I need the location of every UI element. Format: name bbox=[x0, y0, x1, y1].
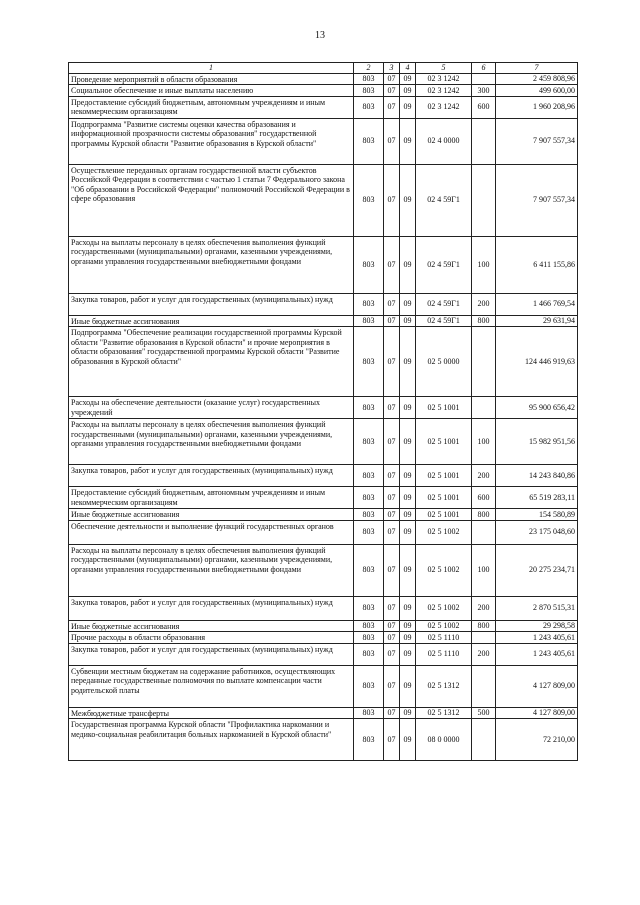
table-row bbox=[69, 73, 578, 85]
row-c5-cell: 02 5 1002 bbox=[416, 620, 472, 632]
row-c6-cell bbox=[472, 164, 496, 236]
page-number: 13 bbox=[315, 30, 325, 41]
row-name-cell: Осуществление переданных органам государственной власти субъектов Российской Федерации в соответствии с частью 1 статьи 7 Федерального закона "Об образовании в Российской Федерации" полномочий Российской Федерации в сфере образования bbox=[69, 164, 354, 236]
row-name-cell: Иные бюджетные ассигнования bbox=[69, 315, 354, 327]
row-c6-cell: 800 bbox=[472, 509, 496, 521]
row-c2-cell: 803 bbox=[354, 643, 384, 665]
row-c7-cell: 7 907 557,34 bbox=[496, 164, 578, 236]
row-c2-cell: 803 bbox=[354, 719, 384, 761]
row-c3-cell: 07 bbox=[384, 315, 400, 327]
row-c3-cell: 07 bbox=[384, 419, 400, 465]
row-name-cell: Прочие расходы в области образования bbox=[69, 632, 354, 644]
row-c2-cell: 803 bbox=[354, 465, 384, 487]
row-c3-cell: 07 bbox=[384, 465, 400, 487]
column-number: 6 bbox=[472, 63, 496, 74]
row-c4-cell: 09 bbox=[400, 118, 416, 164]
row-c5-cell: 02 5 1312 bbox=[416, 665, 472, 707]
row-c5-cell: 08 0 0000 bbox=[416, 719, 472, 761]
row-c6-cell: 200 bbox=[472, 596, 496, 620]
row-name-cell: Подпрограмма "Обеспечение реализации государственной программы Курской области "Развитие образования в Курской области" и прочие мероприятия в области образования" государственной программы Курской области "Развитие образования в Курской области" bbox=[69, 327, 354, 397]
row-c2-cell: 803 bbox=[354, 509, 384, 521]
row-c7-cell: 154 580,89 bbox=[496, 509, 578, 521]
row-c7-cell: 499 600,00 bbox=[496, 85, 578, 97]
row-c4-cell: 09 bbox=[400, 236, 416, 293]
row-c4-cell: 09 bbox=[400, 643, 416, 665]
row-name-cell: Расходы на выплаты персоналу в целях обеспечения выполнения функций государственными (муниципальными) органами, казенными учреждениями, органами управления государственными внебюджетными фондами bbox=[69, 236, 354, 293]
row-c7-cell: 2 459 808,96 bbox=[496, 73, 578, 85]
table-row bbox=[69, 397, 578, 419]
row-c6-cell bbox=[472, 397, 496, 419]
table-row bbox=[69, 293, 578, 315]
row-name-cell: Социальное обеспечение и иные выплаты населению bbox=[69, 85, 354, 97]
row-c6-cell bbox=[472, 520, 496, 544]
column-number: 3 bbox=[384, 63, 400, 74]
row-c5-cell: 02 5 1002 bbox=[416, 544, 472, 596]
row-name-cell: Межбюджетные трансферты bbox=[69, 707, 354, 719]
row-c5-cell: 02 4 59Г1 bbox=[416, 164, 472, 236]
row-c3-cell: 07 bbox=[384, 596, 400, 620]
row-name-cell: Расходы на выплаты персоналу в целях обеспечения выполнения функций государственными (муниципальными) органами, казенными учреждениями, органами управления государственными внебюджетными фондами bbox=[69, 419, 354, 465]
table-row bbox=[69, 96, 578, 118]
table-row bbox=[69, 164, 578, 236]
row-name-cell: Предоставление субсидий бюджетным, автономным учреждениям и иным некоммерческим организациям bbox=[69, 96, 354, 118]
row-c2-cell: 803 bbox=[354, 96, 384, 118]
table-row bbox=[69, 465, 578, 487]
row-c5-cell: 02 4 0000 bbox=[416, 118, 472, 164]
row-c3-cell: 07 bbox=[384, 487, 400, 509]
row-c3-cell: 07 bbox=[384, 96, 400, 118]
row-c6-cell: 200 bbox=[472, 293, 496, 315]
row-c3-cell: 07 bbox=[384, 665, 400, 707]
row-c2-cell: 803 bbox=[354, 327, 384, 397]
row-c5-cell: 02 5 1110 bbox=[416, 632, 472, 644]
row-name-cell: Закупка товаров, работ и услуг для государственных (муниципальных) нужд bbox=[69, 596, 354, 620]
table-row bbox=[69, 327, 578, 397]
row-c4-cell: 09 bbox=[400, 465, 416, 487]
row-c6-cell: 600 bbox=[472, 96, 496, 118]
row-c2-cell: 803 bbox=[354, 293, 384, 315]
row-c4-cell: 09 bbox=[400, 397, 416, 419]
row-c5-cell: 02 5 0000 bbox=[416, 327, 472, 397]
row-c7-cell: 1 960 208,96 bbox=[496, 96, 578, 118]
row-c4-cell: 09 bbox=[400, 665, 416, 707]
row-c4-cell: 09 bbox=[400, 315, 416, 327]
row-c6-cell: 600 bbox=[472, 487, 496, 509]
row-c4-cell: 09 bbox=[400, 596, 416, 620]
row-name-cell: Государственная программа Курской области "Профилактика наркомании и медико-социальная реабилитация больных наркоманией в Курской области" bbox=[69, 719, 354, 761]
row-c7-cell: 72 210,00 bbox=[496, 719, 578, 761]
table-row bbox=[69, 643, 578, 665]
row-c4-cell: 09 bbox=[400, 96, 416, 118]
row-c3-cell: 07 bbox=[384, 73, 400, 85]
row-name-cell: Закупка товаров, работ и услуг для государственных (муниципальных) нужд bbox=[69, 643, 354, 665]
row-c4-cell: 09 bbox=[400, 719, 416, 761]
row-c2-cell: 803 bbox=[354, 620, 384, 632]
table-row bbox=[69, 520, 578, 544]
row-c5-cell: 02 5 1001 bbox=[416, 509, 472, 521]
row-c2-cell: 803 bbox=[354, 596, 384, 620]
table-row bbox=[69, 596, 578, 620]
row-c6-cell: 100 bbox=[472, 419, 496, 465]
row-c3-cell: 07 bbox=[384, 85, 400, 97]
row-c6-cell bbox=[472, 719, 496, 761]
table-body bbox=[69, 73, 578, 761]
row-c5-cell: 02 4 59Г1 bbox=[416, 315, 472, 327]
row-c5-cell: 02 4 59Г1 bbox=[416, 236, 472, 293]
row-c2-cell: 803 bbox=[354, 236, 384, 293]
row-c7-cell: 4 127 809,00 bbox=[496, 665, 578, 707]
row-c4-cell: 09 bbox=[400, 632, 416, 644]
row-c6-cell bbox=[472, 73, 496, 85]
row-c4-cell: 09 bbox=[400, 419, 416, 465]
row-c3-cell: 07 bbox=[384, 707, 400, 719]
row-c5-cell: 02 3 1242 bbox=[416, 73, 472, 85]
column-number: 5 bbox=[416, 63, 472, 74]
row-c3-cell: 07 bbox=[384, 327, 400, 397]
row-c5-cell: 02 5 1312 bbox=[416, 707, 472, 719]
row-c2-cell: 803 bbox=[354, 419, 384, 465]
row-name-cell: Закупка товаров, работ и услуг для государственных (муниципальных) нужд bbox=[69, 293, 354, 315]
row-c3-cell: 07 bbox=[384, 118, 400, 164]
row-c7-cell: 65 519 283,11 bbox=[496, 487, 578, 509]
row-c2-cell: 803 bbox=[354, 73, 384, 85]
row-c7-cell: 15 982 951,56 bbox=[496, 419, 578, 465]
row-c5-cell: 02 3 1242 bbox=[416, 96, 472, 118]
row-c6-cell: 800 bbox=[472, 620, 496, 632]
row-c4-cell: 09 bbox=[400, 293, 416, 315]
row-c5-cell: 02 5 1002 bbox=[416, 520, 472, 544]
row-c4-cell: 09 bbox=[400, 520, 416, 544]
row-c7-cell: 1 466 769,54 bbox=[496, 293, 578, 315]
row-c2-cell: 803 bbox=[354, 397, 384, 419]
row-c6-cell: 200 bbox=[472, 643, 496, 665]
row-c2-cell: 803 bbox=[354, 487, 384, 509]
row-c7-cell: 29 298,58 bbox=[496, 620, 578, 632]
row-c3-cell: 07 bbox=[384, 164, 400, 236]
row-c6-cell: 100 bbox=[472, 544, 496, 596]
row-c4-cell: 09 bbox=[400, 85, 416, 97]
row-c5-cell: 02 5 1001 bbox=[416, 465, 472, 487]
row-c7-cell: 23 175 048,60 bbox=[496, 520, 578, 544]
row-c4-cell: 09 bbox=[400, 487, 416, 509]
row-c5-cell: 02 5 1001 bbox=[416, 487, 472, 509]
row-c4-cell: 09 bbox=[400, 327, 416, 397]
row-c7-cell: 14 243 840,86 bbox=[496, 465, 578, 487]
row-c6-cell bbox=[472, 327, 496, 397]
budget-table bbox=[68, 62, 578, 761]
table-row bbox=[69, 620, 578, 632]
row-name-cell: Иные бюджетные ассигнования bbox=[69, 620, 354, 632]
table-row bbox=[69, 85, 578, 97]
row-c7-cell: 7 907 557,34 bbox=[496, 118, 578, 164]
row-c4-cell: 09 bbox=[400, 509, 416, 521]
row-c3-cell: 07 bbox=[384, 236, 400, 293]
row-c7-cell: 6 411 155,86 bbox=[496, 236, 578, 293]
table-row bbox=[69, 236, 578, 293]
row-c2-cell: 803 bbox=[354, 315, 384, 327]
row-c2-cell: 803 bbox=[354, 632, 384, 644]
row-c6-cell bbox=[472, 632, 496, 644]
row-name-cell: Обеспечение деятельности и выполнение функций государственных органов bbox=[69, 520, 354, 544]
row-c7-cell: 95 900 656,42 bbox=[496, 397, 578, 419]
row-c2-cell: 803 bbox=[354, 707, 384, 719]
row-c7-cell: 1 243 405,61 bbox=[496, 632, 578, 644]
row-name-cell: Расходы на обеспечение деятельности (оказание услуг) государственных учреждений bbox=[69, 397, 354, 419]
row-name-cell: Проведение мероприятий в области образования bbox=[69, 73, 354, 85]
row-c3-cell: 07 bbox=[384, 397, 400, 419]
row-c4-cell: 09 bbox=[400, 620, 416, 632]
row-name-cell: Иные бюджетные ассигнования bbox=[69, 509, 354, 521]
row-name-cell: Предоставление субсидий бюджетным, автономным учреждениям и иным некоммерческим организациям bbox=[69, 487, 354, 509]
row-c6-cell: 100 bbox=[472, 236, 496, 293]
table-row bbox=[69, 632, 578, 644]
table-row bbox=[69, 509, 578, 521]
row-c7-cell: 29 631,94 bbox=[496, 315, 578, 327]
row-c2-cell: 803 bbox=[354, 164, 384, 236]
row-c3-cell: 07 bbox=[384, 509, 400, 521]
row-c7-cell: 4 127 809,00 bbox=[496, 707, 578, 719]
column-number: 2 bbox=[354, 63, 384, 74]
column-number: 1 bbox=[69, 63, 354, 74]
row-c4-cell: 09 bbox=[400, 73, 416, 85]
row-c2-cell: 803 bbox=[354, 544, 384, 596]
row-c7-cell: 124 446 919,63 bbox=[496, 327, 578, 397]
row-c6-cell: 300 bbox=[472, 85, 496, 97]
row-c3-cell: 07 bbox=[384, 293, 400, 315]
table-row bbox=[69, 707, 578, 719]
row-c5-cell: 02 4 59Г1 bbox=[416, 293, 472, 315]
row-name-cell: Подпрограмма "Развитие системы оценки качества образования и информационной прозрачности системы образования" государственной программы Курской области "Развитие образования в Курской области" bbox=[69, 118, 354, 164]
table-row bbox=[69, 419, 578, 465]
row-c3-cell: 07 bbox=[384, 719, 400, 761]
row-c6-cell: 200 bbox=[472, 465, 496, 487]
row-c4-cell: 09 bbox=[400, 544, 416, 596]
table-row bbox=[69, 719, 578, 761]
row-c5-cell: 02 5 1110 bbox=[416, 643, 472, 665]
column-number: 7 bbox=[496, 63, 578, 74]
row-c6-cell bbox=[472, 118, 496, 164]
row-c5-cell: 02 5 1001 bbox=[416, 397, 472, 419]
row-c2-cell: 803 bbox=[354, 520, 384, 544]
table-row bbox=[69, 665, 578, 707]
row-c2-cell: 803 bbox=[354, 118, 384, 164]
row-c4-cell: 09 bbox=[400, 164, 416, 236]
row-name-cell: Закупка товаров, работ и услуг для государственных (муниципальных) нужд bbox=[69, 465, 354, 487]
row-c5-cell: 02 5 1002 bbox=[416, 596, 472, 620]
column-number: 4 bbox=[400, 63, 416, 74]
row-c5-cell: 02 5 1001 bbox=[416, 419, 472, 465]
row-c3-cell: 07 bbox=[384, 643, 400, 665]
row-c7-cell: 2 870 515,31 bbox=[496, 596, 578, 620]
table-row bbox=[69, 487, 578, 509]
row-c2-cell: 803 bbox=[354, 665, 384, 707]
row-c6-cell: 500 bbox=[472, 707, 496, 719]
row-c2-cell: 803 bbox=[354, 85, 384, 97]
row-c3-cell: 07 bbox=[384, 520, 400, 544]
row-c3-cell: 07 bbox=[384, 620, 400, 632]
row-c6-cell bbox=[472, 665, 496, 707]
table-row bbox=[69, 544, 578, 596]
row-name-cell: Расходы на выплаты персоналу в целях обеспечения выполнения функций государственными (муниципальными) органами, казенными учреждениями, органами управления государственными внебюджетными фондами bbox=[69, 544, 354, 596]
row-c5-cell: 02 3 1242 bbox=[416, 85, 472, 97]
row-c4-cell: 09 bbox=[400, 707, 416, 719]
table-row bbox=[69, 118, 578, 164]
column-number-row bbox=[69, 63, 578, 74]
row-c7-cell: 1 243 405,61 bbox=[496, 643, 578, 665]
table-row bbox=[69, 315, 578, 327]
row-c3-cell: 07 bbox=[384, 632, 400, 644]
row-c7-cell: 20 275 234,71 bbox=[496, 544, 578, 596]
row-c6-cell: 800 bbox=[472, 315, 496, 327]
row-name-cell: Субвенции местным бюджетам на содержание работников, осуществляющих переданные государственные полномочия по выплате компенсации части родительской платы bbox=[69, 665, 354, 707]
row-c3-cell: 07 bbox=[384, 544, 400, 596]
